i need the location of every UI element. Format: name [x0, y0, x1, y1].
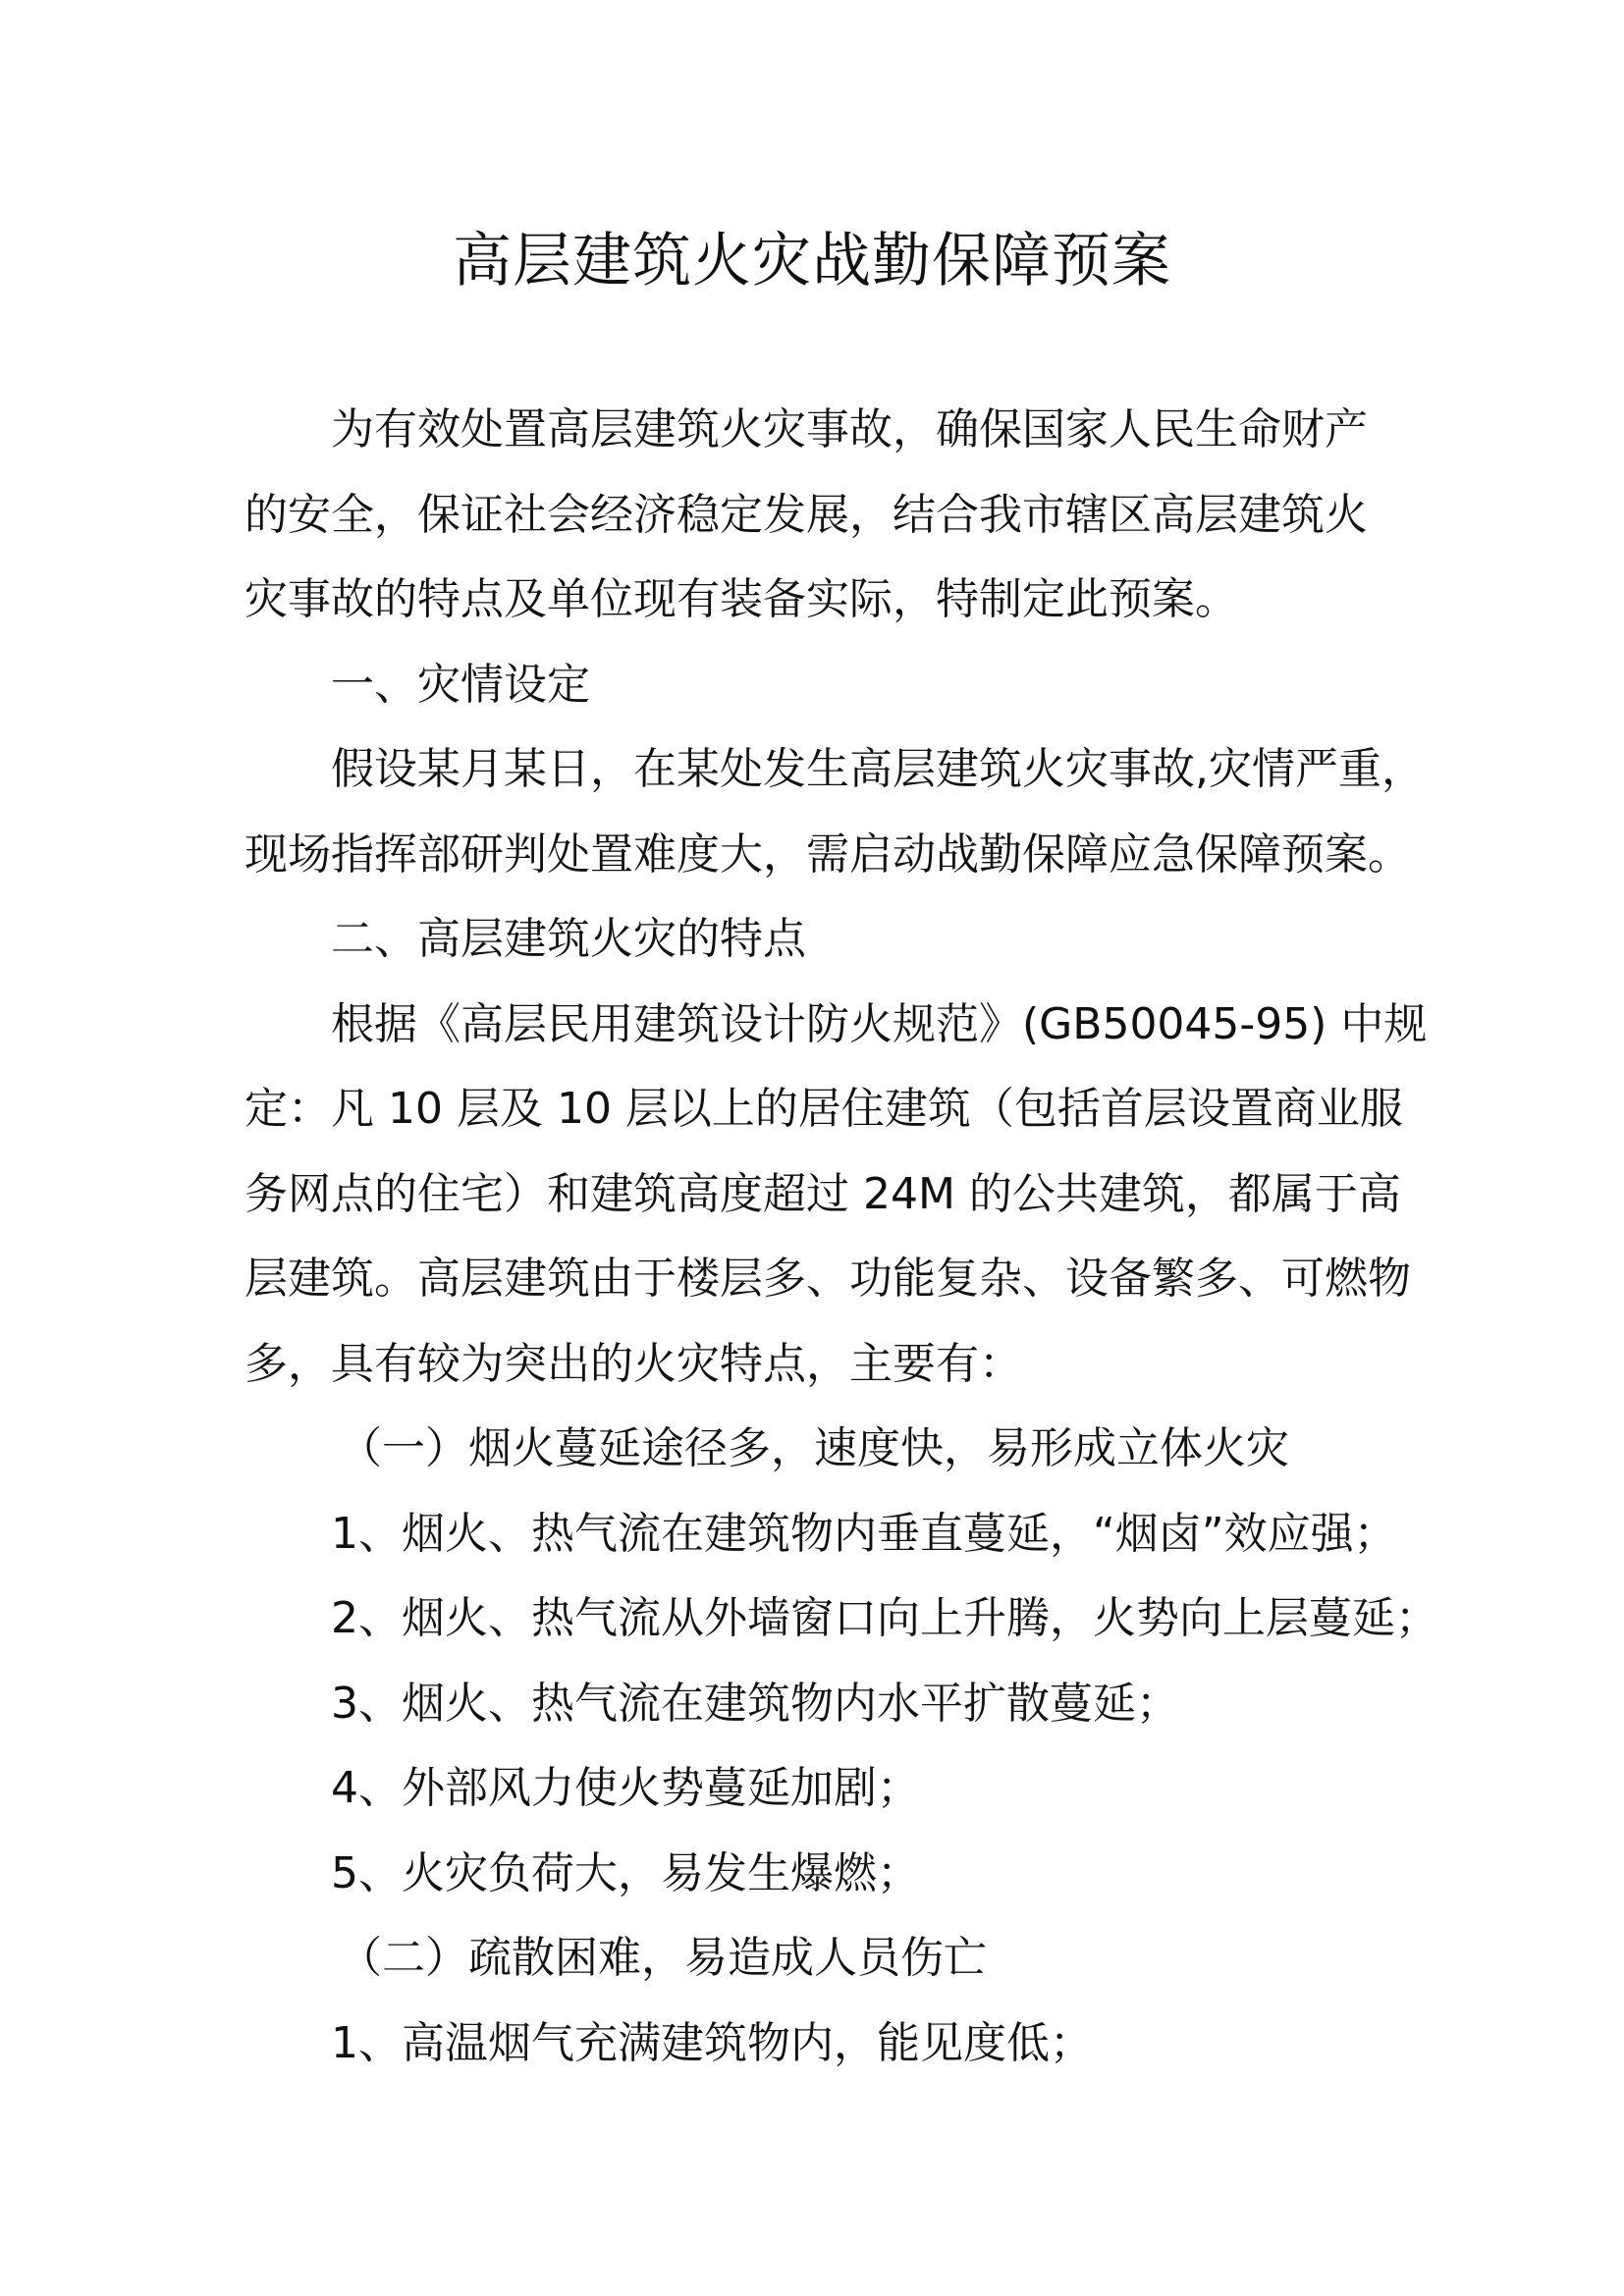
list-item: 2、烟火、热气流从外墙窗口向上升腾，火势向上层蔓延； [331, 1593, 1438, 1643]
subsection-heading: （一）烟火蔓延途径多，速度快，易形成立体火灾 [339, 1423, 1289, 1473]
paragraph-line: 灾事故的特点及单位现有装备实际，特制定此预案。 [244, 574, 1238, 624]
list-item: 5、火灾负荷大，易发生爆燃； [331, 1847, 920, 1898]
paragraph-line: 的安全，保证社会经济稳定发展，结合我市辖区高层建筑火 [244, 489, 1368, 540]
paragraph-line: 现场指挥部研判处置难度大，需启动战勤保障应急保障预案。 [244, 828, 1411, 880]
paragraph-line: 多，具有较为突出的火灾特点，主要有： [244, 1338, 1022, 1389]
subsection-heading: （二）疏散困难，易造成人员伤亡 [339, 1933, 987, 1983]
document-title: 高层建筑火灾战勤保障预案 [453, 227, 1171, 295]
section-heading: 二、高层建筑火灾的特点 [331, 914, 806, 964]
paragraph-line: 假设某月某日，在某处发生高层建筑火灾事故,灾情严重， [331, 744, 1425, 794]
paragraph-line: 务网点的住宅）和建筑高度超过 24M 的公共建筑，都属于高 [244, 1168, 1401, 1219]
document-body [244, 388, 1438, 2086]
paragraph-line: 定：凡 10 层及 10 层以上的居住建筑（包括首层设置商业服 [244, 1084, 1403, 1134]
list-item: 3、烟火、热气流在建筑物内水平扩散蔓延； [331, 1678, 1179, 1729]
list-item: 1、烟火、热气流在建筑物内垂直蔓延，“烟卤”效应强； [331, 1508, 1397, 1559]
paragraph-line: 根据《高层民用建筑设计防火规范》(GB50045-95) 中规 [331, 998, 1428, 1049]
list-item: 4、外部风力使火势蔓延加剧； [331, 1763, 920, 1813]
section-heading: 一、灾情设定 [331, 659, 590, 710]
paragraph-line: 为有效处置高层建筑火灾事故，确保国家人民生命财产 [331, 404, 1368, 454]
list-item: 1、高温烟气充满建筑物内，能见度低； [331, 2017, 1093, 2068]
paragraph-line: 层建筑。高层建筑由于楼层多、功能复杂、设备繁多、可燃物 [244, 1254, 1411, 1304]
